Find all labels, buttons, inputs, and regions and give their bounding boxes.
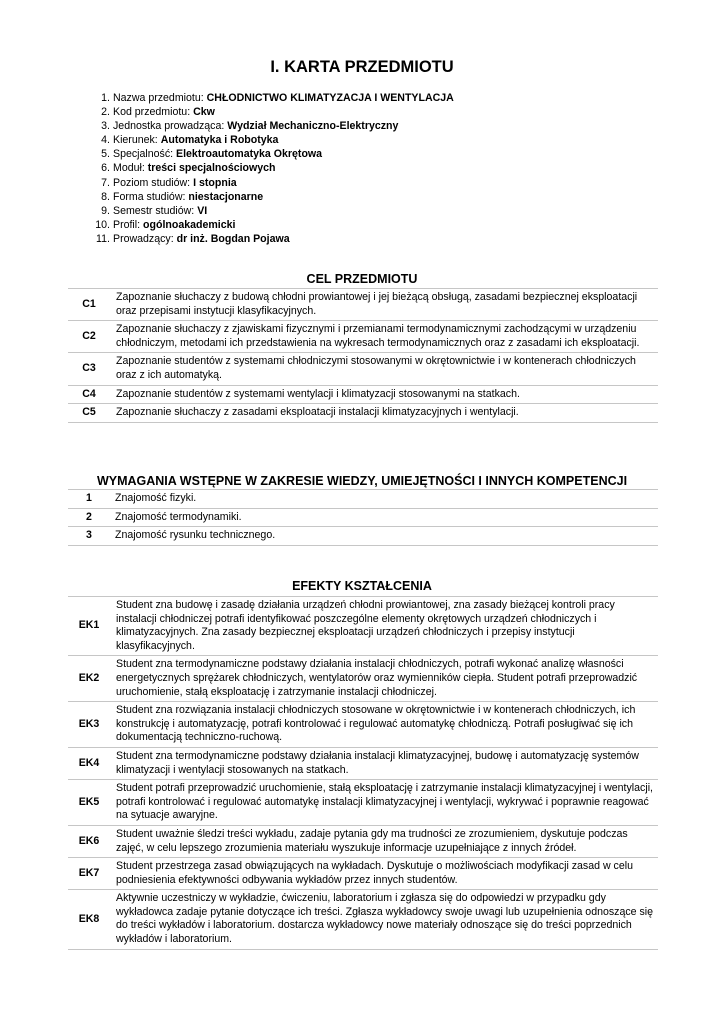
row-text: Student uważnie śledzi treści wykładu, zadaje pytania gdy ma trudności ze zrozumieniem, dyskutuje podczas zajęć, w celu lepszego zrozumienia materiału wyszukuje informacje uzupełniające z innych źródeł.: [110, 825, 658, 857]
item-number: 3.: [101, 120, 110, 133]
row-code: 3: [68, 527, 110, 546]
course-info-item: [90, 190, 454, 204]
item-label: Kierunek:: [113, 134, 158, 147]
row-code: EK8: [68, 890, 110, 949]
row-text: Zapoznanie słuchaczy z zjawiskami fizycznymi i przemianami termodynamicznymi zachodzącymi w urządzeniu chłodniczym, metodami ich przedstawienia na wykresach termodynamicznych oraz z zasadami ich eksploatacji.: [110, 321, 658, 353]
row-code: EK5: [68, 780, 110, 826]
cel-section-title: CEL PRZEDMIOTU: [306, 272, 418, 286]
row-code: C4: [68, 385, 110, 404]
cel-row: [68, 321, 658, 353]
item-value: I stopnia: [193, 176, 237, 189]
item-number: 11.: [96, 232, 110, 245]
efekty-row: [68, 780, 658, 826]
row-code: C2: [68, 321, 110, 353]
row-text: Znajomość termodynamiki.: [110, 508, 658, 527]
course-info-item: [90, 176, 454, 190]
row-code: 2: [68, 508, 110, 527]
item-label: Semestr studiów:: [113, 204, 195, 217]
course-info-item: [90, 218, 454, 232]
row-code: C5: [68, 404, 110, 423]
row-text: Aktywnie uczestniczy w wykładzie, ćwiczeniu, laboratorium i zgłasza się do odpowiedzi w przypadku gdy wykładowca zadaje pytanie dotyczące ich treści. Zgłasza wykładowcy swoje uwagi lub uzupełnienia odnoszące się do treści wykładów i laboratorium. dostarcza wykładowcy nowe materiały odnoszące się do treści poprzednich wykładów i laboratorium.: [110, 890, 658, 949]
item-label: Nazwa przedmiotu:: [113, 92, 204, 104]
row-text: Student zna termodynamiczne podstawy działania instalacji chłodniczych, potrafi wykonać analizę własności energetycznych sprężarek chłodniczych, wentylatorów oraz wymienników ciepła. Student potrafi przeprowadzić uruchomienie, stałą eksploatację i zatrzymanie instalacji chłodniczej.: [110, 656, 658, 702]
wymagania-table: [68, 489, 658, 546]
item-label: Kod przedmiotu:: [113, 106, 191, 119]
item-number: 9.: [101, 204, 110, 217]
item-value: Elektroautomatyka Okrętowa: [176, 148, 323, 161]
row-text: Znajomość fizyki.: [110, 490, 658, 509]
item-label: Moduł:: [113, 162, 145, 175]
efekty-row: [68, 656, 658, 702]
course-info-item: [90, 91, 454, 105]
efekty-row: [68, 825, 658, 857]
row-code: C1: [68, 289, 110, 321]
row-code: EK3: [68, 702, 110, 748]
page-title: I. KARTA PRZEDMIOTU: [270, 58, 454, 76]
item-number: 4.: [101, 134, 110, 147]
item-number: 5.: [101, 148, 110, 161]
item-value: CHŁODNICTWO KLIMATYZACJA I WENTYLACJA: [206, 92, 454, 104]
row-text: Student potrafi przeprowadzić uruchomienie, stałą eksploatację i zatrzymanie instalacji klimatyzacyjnej i wentylacji, potrafi kontrolować i regulować automatykę instalacji klimatyzacyjnej i wentylacji, wykrywać i poprawnie reagować na sytuacje awaryjne.: [110, 780, 658, 826]
row-text: Znajomość rysunku technicznego.: [110, 527, 658, 546]
course-info-item: [90, 232, 454, 246]
item-number: 1.: [101, 92, 110, 104]
course-info-item: [90, 133, 454, 147]
course-info-item: [90, 204, 454, 218]
efekty-row: [68, 858, 658, 890]
item-number: 7.: [101, 176, 110, 189]
course-info-list: [90, 91, 454, 246]
item-number: 10.: [95, 218, 110, 231]
efekty-row: [68, 597, 658, 656]
course-info-item: [90, 147, 454, 161]
efekty-row: [68, 890, 658, 949]
cel-row: [68, 289, 658, 321]
course-info-item: [90, 105, 454, 119]
item-label: Jednostka prowadząca:: [113, 120, 225, 133]
row-text: Student przestrzega zasad obwiązujących na wykładach. Dyskutuje o możliwościach modyfikacji zasad w celu podniesienia efektywności odbywania wykładów przez innych studentów.: [110, 858, 658, 890]
row-code: 1: [68, 490, 110, 509]
course-info-item: [90, 161, 454, 175]
course-info-item: [90, 119, 454, 133]
row-code: C3: [68, 353, 110, 385]
efekty-row: [68, 702, 658, 748]
row-text: Zapoznanie studentów z systemami wentylacji i klimatyzacji stosowanymi na statkach.: [110, 385, 658, 404]
item-value: VI: [197, 204, 208, 217]
cel-row: [68, 385, 658, 404]
row-text: Student zna budowę i zasadę działania urządzeń chłodni prowiantowej, zna zasady bieżącej kontroli pracy instalacji chłodniczej potrafi identyfikować poszczególne elementy okrętowych urządzeń chłodniczych i klimatyzacyjnych. Zna zasady bezpiecznej eksploatacji urządzeń chłodniczych i przepisy instytucji klasyfikacyjnych.: [110, 597, 658, 656]
item-value: Automatyka i Robotyka: [160, 134, 279, 147]
wymagania-section-title: WYMAGANIA WSTĘPNE W ZAKRESIE WIEDZY, UMIEJĘTNOŚCI I INNYCH KOMPETENCJI: [96, 474, 628, 488]
row-code: EK1: [68, 597, 110, 656]
row-text: Student zna rozwiązania instalacji chłodniczych stosowane w okrętownictwie i w kontenerach chłodniczych, ich konstrukcję i automatyzację, potrafi kontrolować i regulować automatykę chłodniczą. Potrafi posługiwać się ich dokumentacją techniczno-ruchową.: [110, 702, 658, 748]
wymagania-row: [68, 490, 658, 509]
row-text: Student zna termodynamiczne podstawy działania instalacji klimatyzacyjnej, budowę i automatyzację systemów klimatyzacji i wentylacji stosowanych na statkach.: [110, 747, 658, 779]
item-label: Specjalność:: [113, 148, 174, 161]
item-value: Ckw: [193, 106, 215, 119]
efekty-row: [68, 747, 658, 779]
cel-table: [68, 288, 658, 423]
item-number: 8.: [101, 190, 110, 203]
cel-row: [68, 404, 658, 423]
row-code: EK6: [68, 825, 110, 857]
wymagania-row: [68, 508, 658, 527]
efekty-section-title: EFEKTY KSZTAŁCENIA: [292, 579, 432, 593]
row-code: EK4: [68, 747, 110, 779]
item-label: Poziom studiów:: [113, 176, 191, 189]
efekty-table: [68, 596, 658, 950]
item-label: Prowadzący:: [113, 232, 174, 245]
cel-row: [68, 353, 658, 385]
item-number: 6.: [101, 162, 110, 175]
item-value: niestacjonarne: [188, 190, 264, 203]
item-value: Wydział Mechaniczno-Elektryczny: [227, 120, 399, 133]
row-text: Zapoznanie słuchaczy z budową chłodni prowiantowej i jej bieżącą obsługą, zasadami bezpiecznej eksploatacji oraz przepisami instytucji klasyfikacyjnych.: [110, 289, 658, 321]
wymagania-row: [68, 527, 658, 546]
item-label: Forma studiów:: [113, 190, 186, 203]
item-label: Profil:: [113, 218, 141, 231]
item-number: 2.: [101, 106, 110, 119]
row-text: Zapoznanie studentów z systemami chłodniczymi stosowanymi w okrętownictwie i w kontenerach chłodniczych oraz z ich automatyką.: [110, 353, 658, 385]
item-value: treści specjalnościowych: [147, 162, 276, 175]
item-value: dr inż. Bogdan Pojawa: [176, 232, 290, 245]
row-code: EK2: [68, 656, 110, 702]
row-text: Zapoznanie słuchaczy z zasadami eksploatacji instalacji klimatyzacyjnych i wentylacji.: [110, 404, 658, 423]
row-code: EK7: [68, 858, 110, 890]
item-value: ogólnoakademicki: [143, 218, 236, 231]
